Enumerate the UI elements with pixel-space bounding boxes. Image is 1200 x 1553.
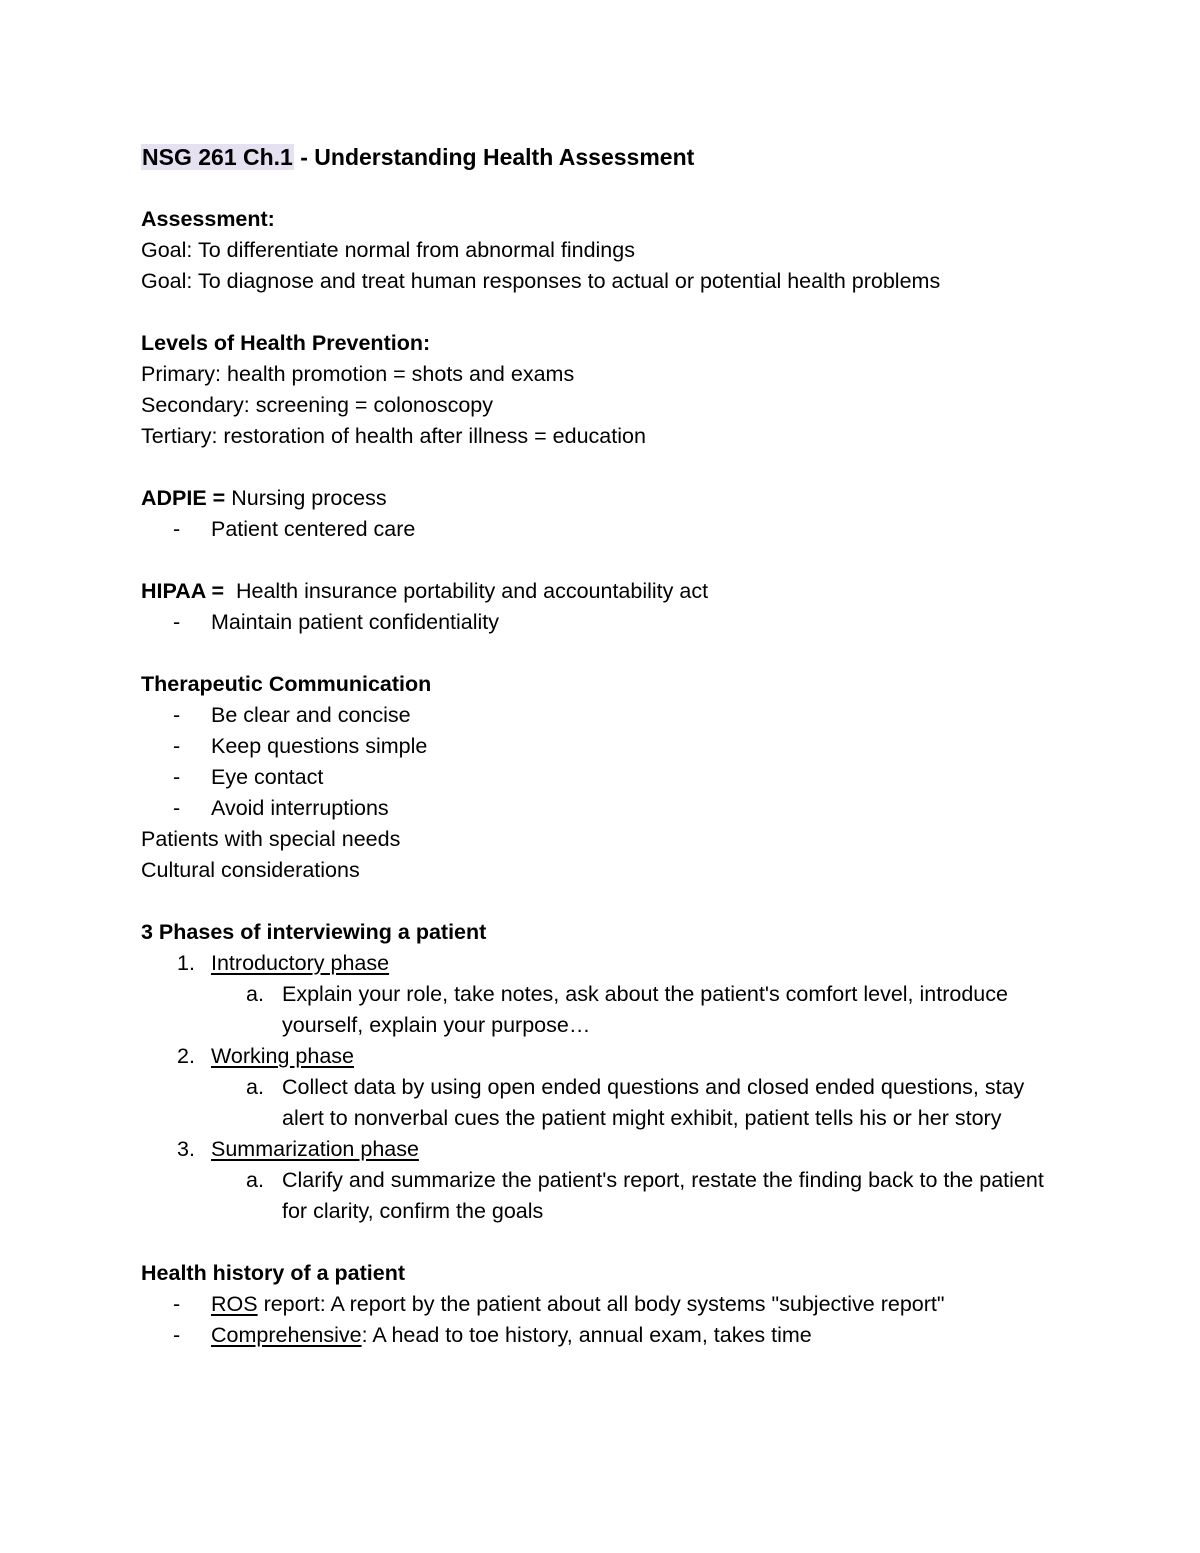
number-marker: 2. [177,1044,195,1068]
hipaa-label: HIPAA = [141,579,225,603]
hipaa-list [141,607,1101,638]
list-item [141,948,1101,1041]
therapeutic-list [141,700,1101,824]
list-item [141,1289,1101,1320]
assessment-goal-2: Goal: To diagnose and treat human responses to actual or potential health problems [141,269,941,293]
number-marker: 3. [177,1137,195,1161]
list-item [141,979,1101,1041]
phase-desc-summarization: Clarify and summarize the patient's report, restate the finding back to the patient for clarity, confirm the goals [282,1168,1044,1223]
list-item [141,700,1101,731]
title-highlight: NSG 261 Ch.1 [142,144,293,170]
therapeutic-line-2: Cultural considerations [141,858,360,882]
list-item [141,1072,1101,1134]
list-item [141,1320,1101,1351]
adpie-list [141,514,1101,545]
therapeutic-bullet-3: Eye contact [211,765,324,789]
therapeutic-bullet-2: Keep questions simple [211,734,428,758]
list-item [141,607,1101,638]
history-heading: Health history of a patient [141,1261,406,1285]
history-term-comprehensive: Comprehensive [211,1323,362,1347]
phase-desc-working: Collect data by using open ended questions and closed ended questions, stay alert to nonverbal cues the patient might exhibit, patient tells his or her story [282,1075,1025,1130]
hipaa-bullet-1: Maintain patient confidentiality [211,610,500,634]
hipaa-text: Health insurance portability and accountability act [224,579,709,603]
dash-marker: - [173,517,181,541]
prevention-tertiary: Tertiary: restoration of health after illness = education [141,424,646,448]
list-item [141,762,1101,793]
document-page [141,140,1101,1351]
therapeutic-bullet-4: Avoid interruptions [211,796,389,820]
list-item [141,514,1101,545]
hipaa-definition [141,576,1101,607]
dash-marker: - [173,703,181,727]
phase-title-introductory: Introductory phase [211,951,390,975]
list-item [141,793,1101,824]
therapeutic-line-1: Patients with special needs [141,827,401,851]
list-item [141,1041,1101,1134]
dash-marker: - [173,765,181,789]
assessment-heading: Assessment: [141,207,275,231]
letter-marker: a. [246,1168,264,1192]
history-term-ros: ROS [211,1292,258,1316]
prevention-secondary: Secondary: screening = colonoscopy [141,393,493,417]
list-item [141,1134,1101,1227]
phases-heading: 3 Phases of interviewing a patient [141,920,487,944]
title-rest: - Understanding Health Assessment [293,144,695,170]
number-marker: 1. [177,951,195,975]
dash-marker: - [173,1292,181,1316]
page-title [141,140,1101,174]
prevention-heading: Levels of Health Prevention: [141,331,431,355]
dash-marker: - [173,610,181,634]
adpie-bullet-1: Patient centered care [211,517,416,541]
history-text-comprehensive: : A head to toe history, annual exam, takes time [361,1323,812,1347]
phase-desc-introductory: Explain your role, take notes, ask about the patient's comfort level, introduce yourself, explain your purpose… [282,982,1008,1037]
list-item [141,731,1101,762]
dash-marker: - [173,734,181,758]
phase-title-summarization: Summarization phase [211,1137,419,1161]
assessment-goal-1: Goal: To differentiate normal from abnormal findings [141,238,635,262]
adpie-label: ADPIE = [141,486,226,510]
history-text-ros: report: A report by the patient about all body systems "subjective report" [257,1292,945,1316]
adpie-definition [141,483,1101,514]
dash-marker: - [173,1323,181,1347]
adpie-text: Nursing process [225,486,387,510]
dash-marker: - [173,796,181,820]
phase-title-working: Working phase [211,1044,355,1068]
phases-list [141,948,1101,1227]
therapeutic-heading: Therapeutic Communication [141,672,432,696]
letter-marker: a. [246,1075,264,1099]
letter-marker: a. [246,982,264,1006]
therapeutic-bullet-1: Be clear and concise [211,703,411,727]
prevention-primary: Primary: health promotion = shots and exams [141,362,575,386]
list-item [141,1165,1101,1227]
history-list [141,1289,1101,1351]
